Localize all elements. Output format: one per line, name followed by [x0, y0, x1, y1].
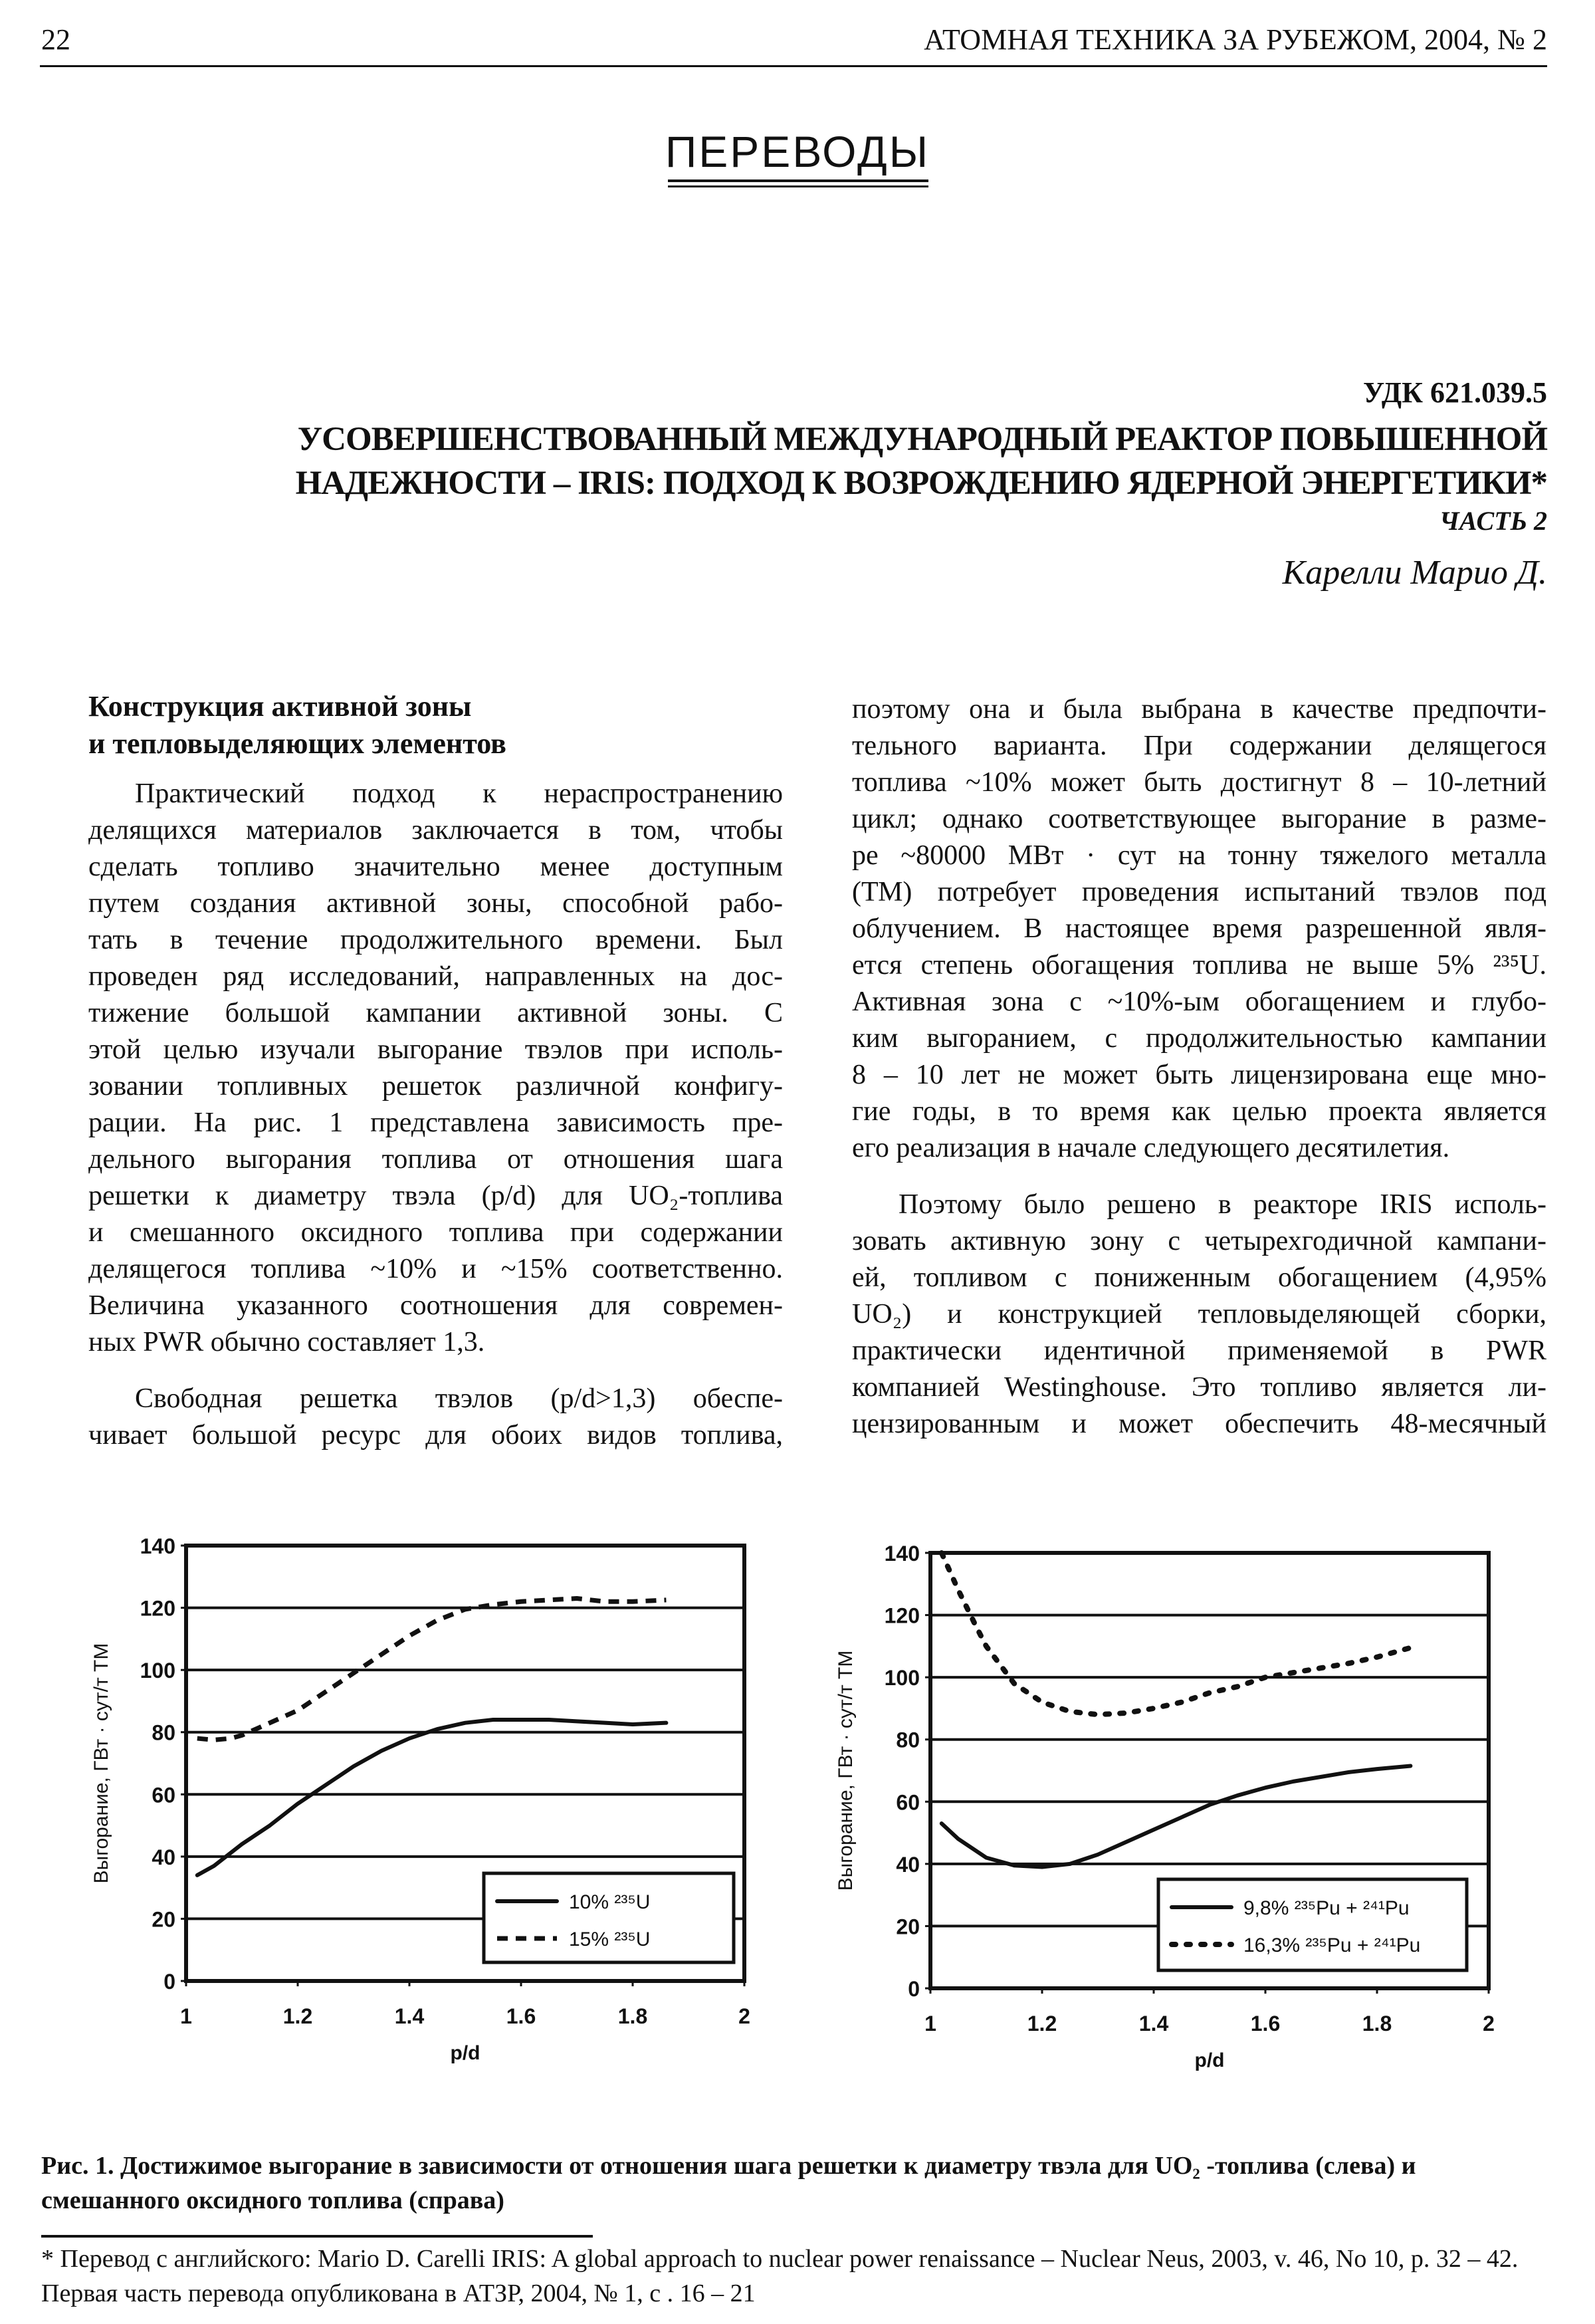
paragraph-gap	[88, 1361, 783, 1381]
x-tick-label: 1.2	[282, 2004, 313, 2028]
text-line: Свободная решетка твэлов (p/d>1,3) обеспе-	[135, 1383, 783, 1414]
section-underline	[668, 179, 928, 182]
text-line: ким выгоранием, с продолжительностью кампании	[852, 1023, 1546, 1054]
text-line: облучением. В настоящее время разрешенной явля-	[852, 913, 1546, 944]
text-line: его реализация в начале следующего десятилетия.	[852, 1133, 1450, 1163]
text-line: ей, топливом с пониженным обогащением (4,95%	[852, 1262, 1546, 1293]
text-line: цикл; однако соответствующее выгорание в разме-	[852, 804, 1546, 834]
text-line: чивает большой ресурс для обоих видов топлива,	[88, 1420, 783, 1451]
text-line: топлива ~10% может быть достигнут 8 – 10-летний	[852, 767, 1546, 798]
y-tick-label: 140	[140, 1534, 175, 1558]
y-tick-label: 120	[140, 1596, 175, 1621]
text-line: Практический подход к нераспространению	[135, 778, 783, 809]
y-axis-label: Выгорание, ГВт · сут/т ТМ	[90, 1643, 112, 1884]
x-tick-label: 1.8	[1362, 2012, 1392, 2035]
text-line: путем создания активной зоны, способной рабо-	[88, 888, 783, 919]
y-tick-label: 0	[163, 1970, 175, 1994]
text-line: цензированным и может обеспечить 48-месячный	[852, 1409, 1546, 1439]
section-underline-2	[668, 185, 928, 187]
x-tick-label: 1.6	[506, 2004, 536, 2028]
header-rule	[40, 65, 1547, 67]
text-line: практически идентичной применяемой в PWR	[852, 1336, 1546, 1366]
y-tick-label: 80	[896, 1728, 920, 1752]
y-axis-label: Выгорание, ГВт · сут/т ТМ	[835, 1650, 857, 1891]
y-tick-label: 100	[140, 1659, 175, 1683]
x-tick-label: 2	[1483, 2012, 1495, 2035]
left-column-body	[88, 776, 783, 1454]
article-title-line: УСОВЕРШЕНСТВОВАННЫЙ МЕЖДУНАРОДНЫЙ РЕАКТОР ПОВЫШЕННОЙ	[297, 421, 1547, 458]
text-line: 8 – 10 лет не может быть лицензирована еще мно-	[852, 1060, 1546, 1090]
text-line: тижение большой кампании активной зоны. С	[88, 998, 783, 1028]
heading-line: Конструкция активной зоны	[88, 690, 472, 723]
text-line: ре ~80000 МВт · сут на тонну тяжелого металла	[852, 840, 1546, 871]
text-line: рации. На рис. 1 представлена зависимость пре-	[88, 1107, 783, 1138]
figure-caption: Рис. 1. Достижимое выгорание в зависимости от отношения шага решетки к диаметру твэла для UO₂ -топлива (слева) и смешанного оксидного топлива (справа)	[41, 2152, 1416, 2214]
text-line: Величина указанного соотношения для современ-	[88, 1290, 783, 1321]
text-line: (ТМ) потребует проведения испытаний твэлов под	[852, 877, 1546, 907]
y-tick-label: 100	[884, 1666, 920, 1690]
text-line: дельного выгорания топлива от отношения шага	[88, 1144, 783, 1175]
article-title-line: НАДЕЖНОСТИ – IRIS: ПОДХОД К ВОЗРОЖДЕНИЮ ЯДЕРНОЙ ЭНЕРГЕТИКИ*	[295, 465, 1547, 502]
text-line: поэтому она и была выбрана в качестве предпочти-	[852, 694, 1546, 725]
x-axis-label: p/d	[1194, 2049, 1225, 2071]
x-tick-label: 1	[180, 2004, 192, 2028]
text-line: тельного варианта. При содержании делящегося	[852, 731, 1546, 761]
right-column-body	[852, 691, 1546, 1443]
y-tick-label: 80	[152, 1720, 175, 1745]
x-tick-label: 1.4	[1138, 2012, 1169, 2035]
series-line-solid	[197, 1720, 667, 1875]
legend-label: 9,8% ²³⁵Pu + ²⁴¹Pu	[1243, 1897, 1410, 1919]
series-line-dotted	[942, 1553, 1411, 1714]
legend-label: 15% ²³⁵U	[569, 1928, 651, 1950]
text-line: зовать активную зону с четырехгодичной кампани-	[852, 1226, 1546, 1256]
text-line: тать в течение продолжительного времени. Был	[88, 925, 783, 955]
y-tick-label: 20	[152, 1907, 175, 1932]
udk-code: УДК 621.039.5	[1362, 376, 1547, 409]
x-tick-label: 1.4	[394, 2004, 425, 2028]
y-tick-label: 20	[896, 1915, 920, 1939]
heading-line: и тепловыделяющих элементов	[88, 727, 506, 760]
journal-title: АТОМНАЯ ТЕХНИКА ЗА РУБЕЖОМ, 2004, № 2	[924, 23, 1547, 56]
right-column	[852, 691, 1546, 1443]
text-line: и смешанного оксидного топлива при содержании	[88, 1217, 783, 1248]
text-line: делящегося топлива ~10% и ~15% соответственно.	[88, 1254, 783, 1284]
left-column	[88, 688, 783, 1454]
text-line: гие годы, в то время как целью проекта является	[852, 1096, 1546, 1127]
section-heading	[88, 688, 783, 762]
footnote: * Перевод с английского: Mario D. Carelli IRIS: A global approach to nuclear power renaissance – Nuclear Neus, 2003, v. 46, No 10, p. 32 – 42. Первая часть перевода опубликована в АТЗР, 2004, № 1, с . 16 – 21	[41, 2245, 1519, 2307]
page-number: 22	[41, 23, 70, 56]
y-tick-label: 40	[152, 1845, 175, 1869]
legend-box	[1158, 1879, 1467, 1970]
x-tick-label: 1.8	[617, 2004, 648, 2028]
chart-mox-burnup	[824, 1536, 1529, 2088]
text-line: компанией Westinghouse. Это топливо является ли-	[852, 1372, 1546, 1403]
x-tick-label: 1	[924, 2012, 936, 2035]
article-part: ЧАСТЬ 2	[1439, 506, 1547, 536]
section-title: ПЕРЕВОДЫ	[665, 127, 930, 176]
text-line: решетки к диаметру твэла (p/d) для UO₂-топлива	[88, 1181, 783, 1211]
article-title	[296, 417, 1547, 505]
text-line: этой целью изучали выгорание твэлов при исполь-	[88, 1034, 783, 1065]
y-tick-label: 60	[896, 1790, 920, 1815]
text-line: Активная зона с ~10%-ым обогащением и глубо-	[852, 987, 1546, 1017]
y-tick-label: 0	[908, 1977, 920, 2001]
y-tick-label: 120	[884, 1603, 920, 1628]
chart-uo2-burnup	[80, 1529, 784, 2081]
footnote-rule	[41, 2235, 593, 2238]
paragraph-gap	[852, 1167, 1546, 1187]
series-line-solid	[942, 1766, 1411, 1867]
legend-label: 10% ²³⁵U	[569, 1891, 651, 1913]
article-author: Карелли Марио Д.	[1282, 554, 1547, 592]
y-tick-label: 40	[896, 1852, 920, 1877]
text-line: ных PWR обычно составляет 1,3.	[88, 1327, 485, 1357]
text-line: UO₂) и конструкцией тепловыделяющей сборки,	[852, 1299, 1546, 1330]
x-axis-label: p/d	[450, 2042, 480, 2064]
text-line: зовании топливных решеток различной конфигу-	[88, 1071, 783, 1102]
y-tick-label: 60	[152, 1783, 175, 1807]
text-line: Поэтому было решено в реакторе IRIS исполь-	[899, 1189, 1546, 1220]
x-tick-label: 2	[738, 2004, 750, 2028]
legend-label: 16,3% ²³⁵Pu + ²⁴¹Pu	[1243, 1934, 1421, 1956]
text-line: проведен ряд исследований, направленных на дос-	[88, 961, 783, 992]
x-tick-label: 1.2	[1027, 2012, 1057, 2035]
y-tick-label: 140	[884, 1542, 920, 1566]
x-tick-label: 1.6	[1250, 2012, 1281, 2035]
text-line: ется степень обогащения топлива не выше 5% ²³⁵U.	[852, 950, 1546, 981]
text-line: сделать топливо значительно менее доступным	[88, 852, 783, 882]
text-line: делящихся материалов заключается в том, чтобы	[88, 815, 783, 846]
